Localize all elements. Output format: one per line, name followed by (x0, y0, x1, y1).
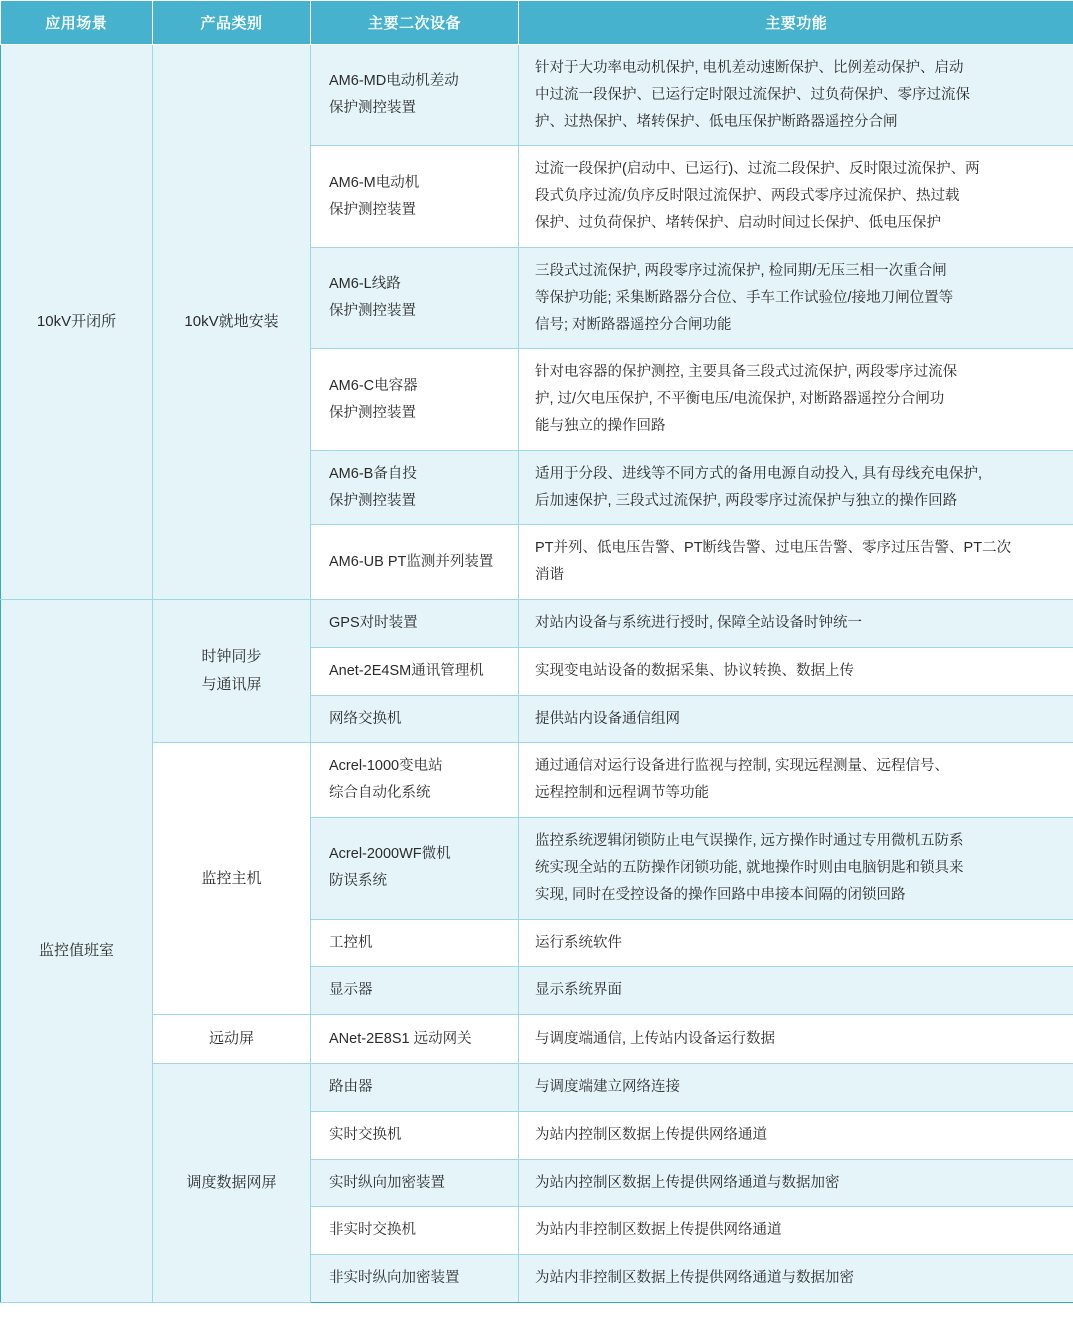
table-row (1, 45, 1073, 146)
cell-device (311, 600, 519, 648)
category-line: 与通讯屏 (201, 676, 262, 694)
function-line: 后加速保护, 三段式过流保护, 两段零序过流保护与独立的操作回路 (535, 492, 958, 509)
cell-function (519, 919, 1073, 967)
column-header-device: 主要二次设备 (311, 1, 519, 45)
device-line: 保护测控装置 (329, 201, 416, 218)
column-header-category: 产品类别 (153, 1, 311, 45)
function-line: 能与独立的操作回路 (535, 417, 666, 434)
cell-function (519, 1015, 1073, 1064)
function-line: 保护、过负荷保护、堵转保护、启动时间过长保护、低电压保护 (535, 215, 941, 232)
cell-device (311, 818, 519, 919)
table-header (1, 1, 1073, 45)
cell-scene: 10kV开闭所 (1, 45, 153, 600)
function-line: 实现变电站设备的数据采集、协议转换、数据上传 (535, 662, 854, 679)
device-line: AM6-C电容器 (329, 377, 418, 394)
function-line: 为站内控制区数据上传提供网络通道与数据加密 (535, 1174, 840, 1191)
function-line: 与调度端通信, 上传站内设备运行数据 (535, 1030, 776, 1047)
function-line: 过流一段保护(启动中、已运行)、过流二段保护、反时限过流保护、两 (535, 161, 980, 178)
category-line: 远动屏 (208, 1030, 254, 1048)
cell-device (311, 1063, 519, 1111)
category-line: 调度数据网屏 (186, 1174, 277, 1192)
table-row (1, 1063, 1073, 1111)
cell-device (311, 525, 519, 600)
cell-category (153, 600, 311, 743)
cell-category (153, 1063, 311, 1302)
function-line: PT并列、低电压告警、PT断线告警、过电压告警、零序过压告警、PT二次 (535, 540, 1012, 557)
cell-device (311, 743, 519, 818)
cell-function (519, 818, 1073, 919)
device-line: 显示器 (329, 982, 373, 999)
function-line: 为站内非控制区数据上传提供网络通道 (535, 1222, 782, 1239)
table-row (1, 1015, 1073, 1064)
cell-category (153, 743, 311, 1015)
function-line: 通过通信对运行设备进行监视与控制, 实现远程测量、远程信号、 (535, 758, 950, 775)
device-line: 工控机 (329, 934, 373, 951)
function-line: 段式负序过流/负序反时限过流保护、两段式零序过流保护、热过载 (535, 188, 960, 205)
function-line: 护, 过/欠电压保护, 不平衡电压/电流保护, 对断路器遥控分合闸功 (535, 391, 945, 408)
cell-function (519, 525, 1073, 600)
cell-function (519, 450, 1073, 525)
cell-device (311, 349, 519, 450)
function-line: 远程控制和远程调节等功能 (535, 785, 709, 802)
table-row (1, 743, 1073, 818)
function-line: 中过流一段保护、已运行定时限过流保护、过负荷保护、零序过流保 (535, 86, 970, 103)
cell-device (311, 450, 519, 525)
cell-function (519, 349, 1073, 450)
cell-function (519, 743, 1073, 818)
function-line: 三段式过流保护, 两段零序过流保护, 检同期/无压三相一次重合闸 (535, 262, 947, 279)
cell-category (153, 1015, 311, 1064)
function-line: 提供站内设备通信组网 (535, 710, 680, 727)
function-line: 运行系统软件 (535, 934, 622, 951)
cell-function (519, 967, 1073, 1015)
table-row (1, 600, 1073, 648)
function-line: 护、过热保护、堵转保护、低电压保护断路器遥控分合闸 (535, 113, 898, 130)
function-line: 为站内非控制区数据上传提供网络通道与数据加密 (535, 1270, 854, 1287)
device-line: 网络交换机 (329, 710, 402, 727)
cell-device (311, 695, 519, 743)
function-line: 为站内控制区数据上传提供网络通道 (535, 1126, 767, 1143)
device-line: AM6-UB PT监测并列装置 (329, 553, 494, 570)
function-line: 信号; 对断路器遥控分合闸功能 (535, 316, 732, 333)
function-line: 监控系统逻辑闭锁防止电气误操作, 远方操作时通过专用微机五防系 (535, 833, 964, 850)
function-line: 实现, 同时在受控设备的操作回路中串接本间隔的闭锁回路 (535, 886, 906, 903)
device-line: GPS对时装置 (329, 615, 418, 631)
function-line: 显示系统界面 (535, 982, 622, 999)
cell-device (311, 1207, 519, 1255)
category-line: 监控主机 (201, 869, 262, 887)
cell-device (311, 1159, 519, 1207)
cell-function (519, 695, 1073, 743)
function-line: 针对电容器的保护测控, 主要具备三段式过流保护, 两段零序过流保 (535, 364, 958, 381)
cell-function (519, 647, 1073, 695)
cell-function (519, 1255, 1073, 1303)
cell-device (311, 919, 519, 967)
table-header-row (1, 1, 1073, 45)
device-line: 路由器 (329, 1078, 373, 1095)
function-line: 适用于分段、进线等不同方式的备用电源自动投入, 具有母线充电保护, (535, 465, 983, 482)
cell-device (311, 1255, 519, 1303)
device-line: 非实时交换机 (329, 1222, 416, 1239)
function-line: 对站内设备与系统进行授时, 保障全站设备时钟统一 (535, 615, 863, 631)
cell-function (519, 1207, 1073, 1255)
column-header-function: 主要功能 (519, 1, 1073, 45)
column-header-scene: 应用场景 (1, 1, 153, 45)
cell-category (153, 45, 311, 600)
cell-function (519, 247, 1073, 348)
cell-device (311, 1111, 519, 1159)
device-line: AM6-B备自投 (329, 465, 417, 482)
cell-function (519, 1159, 1073, 1207)
function-line: 消谐 (535, 567, 564, 584)
cell-device (311, 45, 519, 146)
cell-function (519, 1063, 1073, 1111)
cell-function (519, 146, 1073, 247)
device-line: 防误系统 (329, 873, 387, 890)
device-line: 保护测控装置 (329, 492, 416, 509)
device-line: Anet-2E4SM通讯管理机 (329, 662, 484, 679)
device-line: 保护测控装置 (329, 303, 416, 320)
category-line: 时钟同步 (201, 648, 262, 666)
table-body (1, 45, 1073, 1303)
device-line: Acrel-1000变电站 (329, 758, 443, 775)
category-line: 10kV就地安装 (184, 313, 279, 331)
function-line: 针对于大功率电动机保护, 电机差动速断保护、比例差动保护、启动 (535, 60, 964, 76)
device-line: Acrel-2000WF微机 (329, 846, 451, 863)
cell-function (519, 600, 1073, 648)
cell-device (311, 146, 519, 247)
device-line: AM6-M电动机 (329, 174, 420, 191)
device-line: 保护测控装置 (329, 404, 416, 421)
function-line: 等保护功能; 采集断路器分合位、手车工作试验位/接地刀闸位置等 (535, 289, 954, 306)
cell-function (519, 45, 1073, 146)
device-line: 保护测控装置 (329, 100, 416, 117)
cell-device (311, 647, 519, 695)
device-line: 综合自动化系统 (329, 785, 431, 802)
cell-device (311, 967, 519, 1015)
device-line: ANet-2E8S1 远动网关 (329, 1030, 472, 1047)
device-line: 实时交换机 (329, 1126, 402, 1143)
function-line: 统实现全站的五防操作闭锁功能, 就地操作时则由电脑钥匙和锁具来 (535, 859, 964, 876)
cell-device (311, 1015, 519, 1064)
device-line: 非实时纵向加密装置 (329, 1270, 460, 1287)
cell-device (311, 247, 519, 348)
function-line: 与调度端建立网络连接 (535, 1078, 680, 1095)
device-line: AM6-L线路 (329, 276, 401, 293)
device-line: AM6-MD电动机差动 (329, 73, 459, 90)
cell-scene: 监控值班室 (1, 600, 153, 1303)
cell-function (519, 1111, 1073, 1159)
device-line: 实时纵向加密装置 (329, 1174, 445, 1191)
